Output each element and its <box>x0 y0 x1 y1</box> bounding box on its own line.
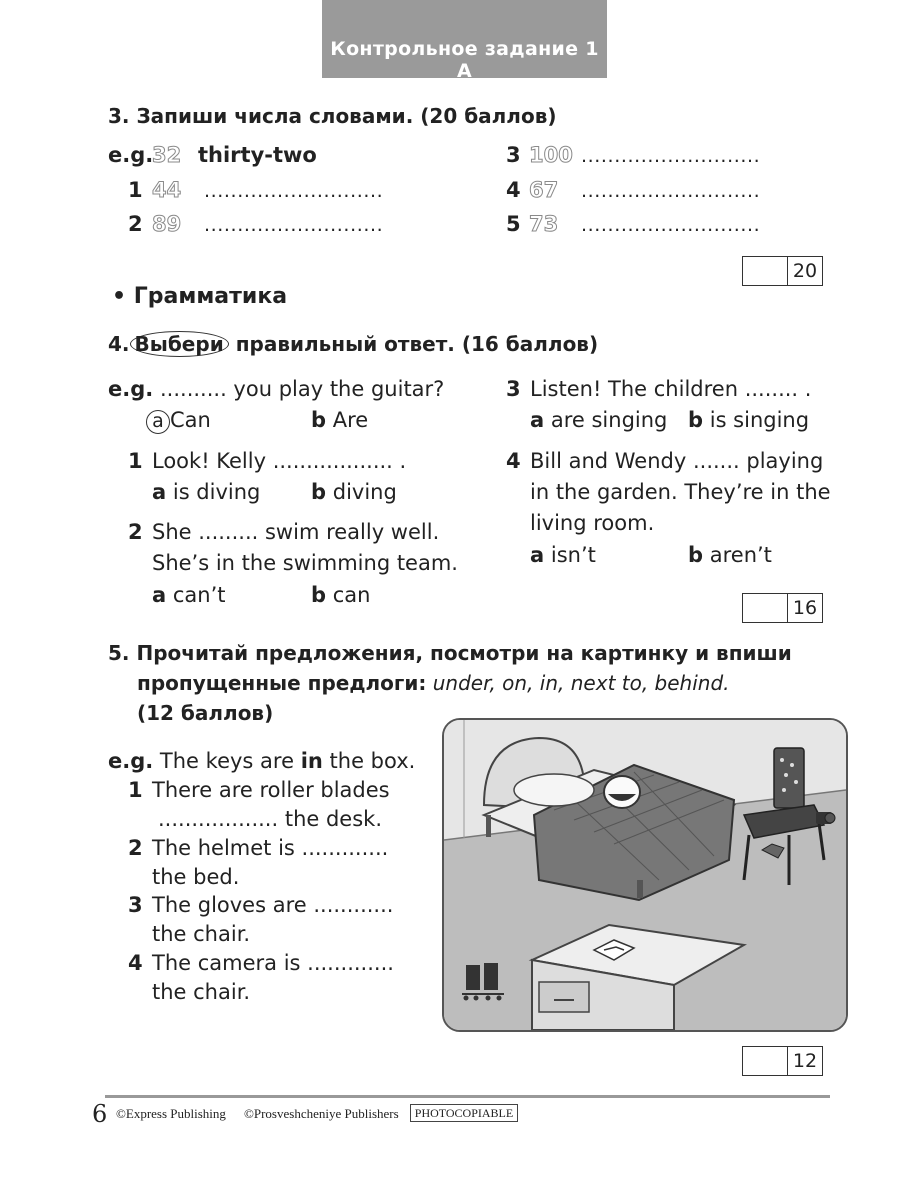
task3-score-box <box>742 256 823 286</box>
task4-option-b[interactable] <box>311 583 370 607</box>
task5-s-number: 2 <box>128 836 143 860</box>
bedroom-picture <box>442 718 848 1032</box>
option-text: can <box>332 583 371 607</box>
grammar-section-title <box>112 284 287 309</box>
task5-example <box>108 749 415 773</box>
task4-q-text-line2: in the garden. They’re in the <box>530 480 831 504</box>
task4-q-text: She ......... swim really well. <box>152 520 440 544</box>
task5-s-number: 4 <box>128 951 143 975</box>
task5-s-line2: the bed. <box>152 865 240 889</box>
task4-score-box <box>742 593 823 623</box>
option-letter: b <box>311 583 327 607</box>
task3-item-number: 1 <box>128 178 143 202</box>
task4-q-text-line2: She’s in the swimming team. <box>152 551 458 575</box>
task5-s-line1[interactable]: The gloves are ............ <box>152 893 394 917</box>
task4-option-b[interactable] <box>688 543 772 567</box>
bullet-icon: • <box>112 284 127 309</box>
score-blank[interactable] <box>743 257 788 285</box>
task3-answer-blank[interactable]: ........................... <box>204 214 384 236</box>
task3-item-value: 44 <box>152 178 182 202</box>
task4-option-a[interactable] <box>152 480 260 504</box>
task5-s-line1: There are roller blades <box>152 778 390 802</box>
task5-prepositions: under, on, in, next to, behind. <box>432 671 730 695</box>
task4-example-option-a <box>146 408 211 434</box>
task5-heading-line3: (12 баллов) <box>137 701 274 725</box>
option-letter: b <box>311 480 327 504</box>
task4-option-a[interactable] <box>152 583 226 607</box>
task3-item-number: 5 <box>506 212 521 236</box>
task3-example-answer: thirty-two <box>198 143 317 167</box>
task4-option-a[interactable] <box>530 543 596 567</box>
score-max: 16 <box>792 597 818 619</box>
task3-answer-blank[interactable]: ........................... <box>581 145 761 167</box>
task3-answer-blank[interactable]: ........................... <box>581 214 761 236</box>
task3-item-number: 3 <box>506 143 521 167</box>
task4-example-text: .......... you play the guitar? <box>160 377 445 401</box>
task4-q-text-line3: living room. <box>530 511 655 535</box>
task4-q-text: Look! Kelly .................. . <box>152 449 407 473</box>
task3-item-value: 73 <box>529 212 559 236</box>
task4-option-a[interactable] <box>530 408 667 432</box>
option-text: isn’t <box>550 543 596 567</box>
task5-s-line2: the chair. <box>152 980 251 1004</box>
task4-heading <box>108 331 598 357</box>
task4-q-number: 1 <box>128 449 143 473</box>
task3-example-number: 32 <box>152 143 182 167</box>
score-blank[interactable] <box>743 1047 788 1075</box>
page-number: 6 <box>92 1100 108 1128</box>
score-blank[interactable] <box>743 594 788 622</box>
task5-s-line2: the chair. <box>152 922 251 946</box>
option-text: diving <box>332 480 397 504</box>
task5-heading-line1: 5. Прочитай предложения, посмотри на картинку и впиши <box>108 641 792 665</box>
task4-option-b[interactable] <box>311 480 397 504</box>
circled-answer-icon: a <box>146 410 170 434</box>
option-text: is diving <box>172 480 261 504</box>
task4-q-number: 3 <box>506 377 521 401</box>
option-letter: b <box>311 408 327 432</box>
option-letter: b <box>688 543 704 567</box>
task5-s-number: 1 <box>128 778 143 802</box>
task4-q-text: Bill and Wendy ....... playing <box>530 449 824 473</box>
score-max: 12 <box>792 1050 818 1072</box>
copyright-prosveshcheniye: ©Prosveshcheniye Publishers <box>244 1106 399 1121</box>
task5-example-label: e.g. <box>108 749 154 773</box>
task5-s-line2[interactable]: .................. the desk. <box>158 807 382 831</box>
task3-answer-blank[interactable]: ........................... <box>581 180 761 202</box>
task4-q-text: Listen! The children ........ . <box>530 377 812 401</box>
task4-example-label: e.g. <box>108 377 154 401</box>
score-max: 20 <box>792 260 818 282</box>
task4-number: 4. <box>108 332 130 356</box>
option-text: aren’t <box>709 543 772 567</box>
task4-option-b[interactable] <box>688 408 809 432</box>
option-text: is singing <box>709 408 810 432</box>
photocopiable-badge: PHOTOCOPIABLE <box>410 1104 518 1122</box>
footer-divider <box>105 1095 830 1098</box>
option-text: are singing <box>550 408 668 432</box>
task4-example-option-b <box>311 408 368 432</box>
task3-item-value: 100 <box>529 143 573 167</box>
task3-item-value: 67 <box>529 178 559 202</box>
task3-item-number: 4 <box>506 178 521 202</box>
circled-word: Выбери <box>130 331 229 357</box>
option-text: Can <box>170 408 211 432</box>
task5-example-pre: The keys are <box>159 749 294 773</box>
task4-q-number: 2 <box>128 520 143 544</box>
option-letter: a <box>530 543 545 567</box>
task5-score-box <box>742 1046 823 1076</box>
task4-q-number: 4 <box>506 449 521 473</box>
page-title: Контрольное задание 1 A <box>330 38 599 82</box>
option-letter: a <box>530 408 545 432</box>
option-letter: a <box>152 480 167 504</box>
task5-heading-bold: пропущенные предлоги: <box>137 671 427 695</box>
task5-s-number: 3 <box>128 893 143 917</box>
option-letter: a <box>152 583 167 607</box>
option-letter: b <box>688 408 704 432</box>
task4-heading-rest: правильный ответ. (16 баллов) <box>235 332 599 356</box>
option-text: Are <box>332 408 369 432</box>
task3-item-value: 89 <box>152 212 182 236</box>
task5-example-word: in <box>300 749 323 773</box>
task3-answer-blank[interactable]: ........................... <box>204 180 384 202</box>
task5-heading-line2 <box>137 671 730 695</box>
task5-s-line1[interactable]: The helmet is ............. <box>152 836 389 860</box>
task5-s-line1[interactable]: The camera is ............. <box>152 951 394 975</box>
copyright-express: ©Express Publishing <box>116 1106 226 1121</box>
task3-example-label: e.g. <box>108 143 154 167</box>
grammar-title-text: Грамматика <box>133 284 288 309</box>
bedroom-illustration <box>444 720 846 1030</box>
task5-example-post: the box. <box>329 749 416 773</box>
option-text: can’t <box>172 583 226 607</box>
task3-heading: 3. Запиши числа словами. (20 баллов) <box>108 104 557 128</box>
task3-item-number: 2 <box>128 212 143 236</box>
